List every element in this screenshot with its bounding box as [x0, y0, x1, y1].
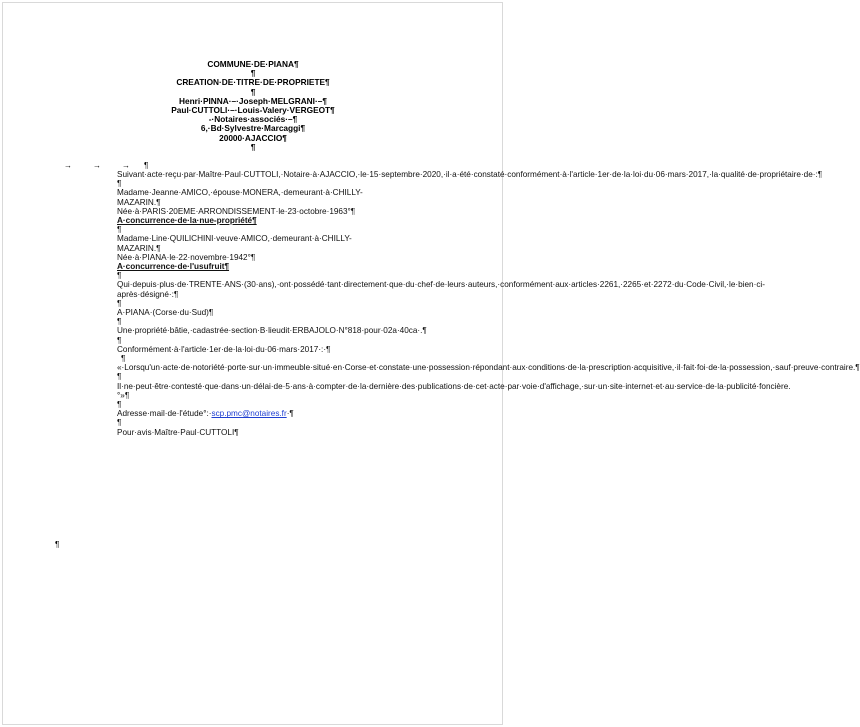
blank-line: ¶: [117, 298, 122, 308]
document-header: [0, 60, 506, 152]
paragraph-conformement: Conformément·à·l'article·1er·de·la·loi·du·06·mars·2017·:·¶: [117, 344, 331, 354]
paragraph-property: Une·propriété·bâtie,·cadastrée·section·B·lieudit·ERBAJOLO·N°818·pour·02a·40ca·.¶: [117, 326, 427, 336]
final-paragraph-mark: ¶: [55, 540, 60, 549]
blank-line: ¶: [117, 179, 122, 189]
blank-line: ¶: [117, 335, 122, 345]
paragraph-quote-2: Il·ne·peut·être·contesté·que·dans·un·délai·de·5·ans·à·compter·de·la·dernière·des·publications·de·cet·acte·par·voie·d'affichage,·sur·un·site·internet·et·au·service·de·la·publicité·foncière.°»¶: [117, 381, 791, 400]
blank-line: ¶: [117, 271, 122, 281]
paragraph-email: [117, 409, 379, 418]
document-body: [117, 170, 860, 437]
paragraph-quote-1: «·Lorsqu'un·acte·de·notoriété·porte·sur·un·immeuble·situé·en·Corse·et·constate·une·possession·répondant·aux·conditions·de·la·prescription·acquisitive,·il·fait·foi·de·la·possession,·sauf·preuve·contraire.¶: [117, 363, 860, 373]
blank-line: ¶: [250, 68, 256, 79]
paragraph-birth-1: Née·à·PARIS·20EME·ARRONDISSEMENT·le·23·octobre·1963°¶: [117, 206, 356, 216]
notaires-associes: -·Notaires·associés·–¶: [208, 114, 298, 125]
paragraph-possession: Qui·depuis·plus·de·TRENTE·ANS·(30·ans),·ont·possédé·tant·directement·que·du·chef·de·leurs·auteurs,·conformément·aux·articles·2261,·2265·et·2272·du·Code·Civil,·le·bien·ci-après·désigné·:¶: [117, 280, 765, 299]
office-city: 20000·AJACCIO¶: [219, 132, 287, 143]
tab-arrow-icon: →: [122, 161, 130, 170]
blank-line: ¶: [117, 400, 122, 410]
blank-line: ¶: [250, 86, 256, 97]
email-label: Adresse·mail·de·l'étude°:·: [117, 409, 212, 419]
document-title: CREATION·DE·TITRE·DE·PROPRIETE¶: [176, 77, 330, 88]
paragraph-acte: Suivant·acte·reçu·par·Maître·Paul·CUTTOLI,·Notaire·à·AJACCIO,·le·15·septembre·2020,·il·a·été·constaté·conformément·à·l'article·1er·de·la·loi·du·06·mars·2017,·la·qualité·de·propriétaire·de·:¶: [117, 170, 823, 179]
blank-line: ¶: [117, 372, 122, 382]
tab-arrow-icon: →: [64, 161, 72, 170]
blank-line: ¶: [250, 141, 256, 152]
email-suffix: ·¶: [286, 409, 294, 419]
blank-line: ¶: [117, 317, 122, 327]
blank-line: ¶: [117, 225, 122, 235]
blank-line: ¶: [117, 418, 122, 428]
paragraph-owner-2: Madame·Line·QUILICHINI·veuve·AMICO,·demeurant·à·CHILLY-MAZARIN.¶: [117, 234, 352, 253]
heading-usufruit: A·concurrence·de·l'usufruit¶: [117, 262, 230, 272]
tab-arrow-icon: →: [93, 161, 101, 170]
commune-title: COMMUNE·DE·PIANA¶: [207, 59, 299, 69]
email-link[interactable]: scp.pmc@notaires.fr: [211, 409, 287, 419]
paragraph-birth-2: Née·à·PIANA·le·22·novembre·1942°¶: [117, 252, 256, 262]
paragraph-mark: ¶: [144, 161, 149, 170]
notaires-line-1: Henri·PINNA·–·Joseph·MELGRANI·–¶: [179, 95, 327, 106]
paragraph-location: A·PIANA·(Corse·du·Sud)¶: [117, 308, 214, 318]
paragraph-owner-1: Madame·Jeanne·AMICO,·épouse·MONERA,·demeurant·à·CHILLY-MAZARIN.¶: [117, 188, 363, 207]
heading-nue-propriete: A·concurrence·de·la·nue-propriété¶: [117, 216, 257, 226]
office-address: 6,·Bd·Sylvestre·Marcaggi¶: [200, 123, 306, 134]
tab-marks-line: [64, 161, 148, 170]
notaires-line-2: Paul·CUTTOLI·–·Louis-Valery·VERGEOT¶: [171, 105, 335, 116]
paragraph-signature: Pour·avis·Maître·Paul·CUTTOLI¶: [117, 427, 239, 437]
blank-line: ¶: [121, 354, 126, 364]
